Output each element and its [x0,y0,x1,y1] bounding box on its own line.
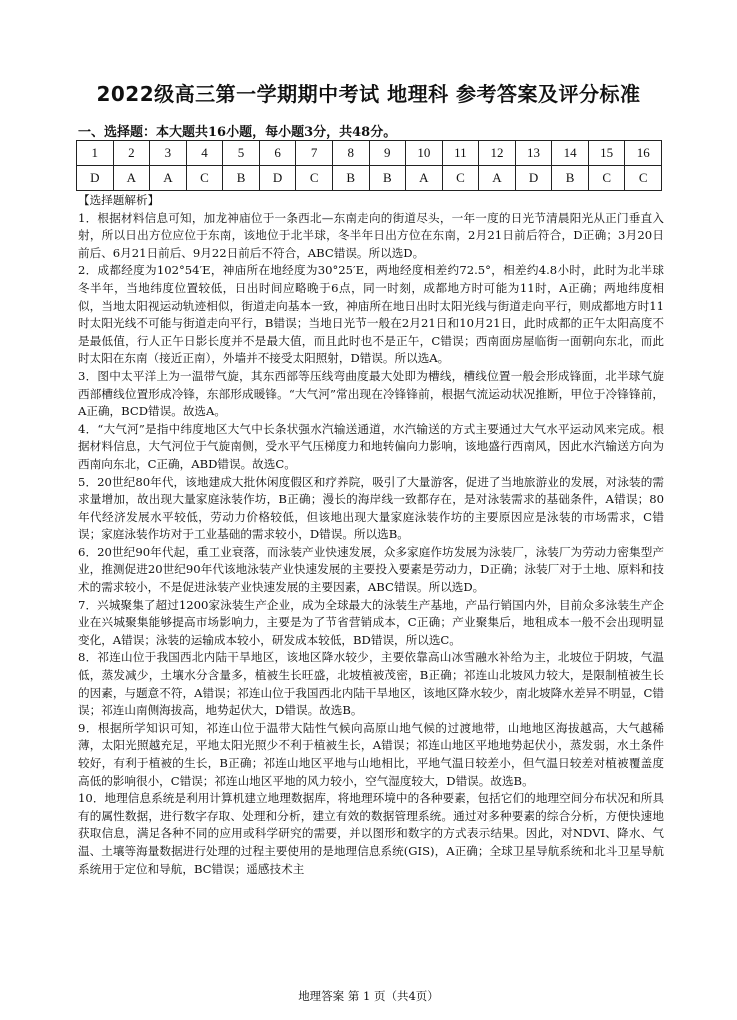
question-number: 13 [515,141,552,166]
answer-cell: C [186,166,223,191]
answer-cell: A [113,166,150,191]
answer-cell: B [552,166,589,191]
analysis-paragraph: 5．20世纪80年代，该地建成大批休闲度假区和疗养院，吸引了大量游客，促进了当地旅游业的发展，对泳装的需求量增加，故出现大量家庭泳装作坊，B正确；漫长的海岸线一致都存在，是对泳装需求的基础条件，A错误；80年代经济发展水平较低，劳动力价格较低，但该地出现大量家庭泳装作坊的主要原因应是泳装的市场需求，C错误；家庭泳装作坊对于工业基础的需求较小，D错误。所以选B。 [78,474,664,542]
answer-cell: A [479,166,516,191]
question-number: 1 [77,141,114,166]
answer-cell: C [442,166,479,191]
analysis-section [78,192,664,878]
analysis-paragraph: 8．祁连山位于我国西北内陆干旱地区，该地区降水较少，主要依靠高山冰雪融水补给为主，北坡位于阴坡，气温低，蒸发减少，土壤水分含量多，植被生长旺盛，北坡植被茂密，B正确；祁连山北坡风力较大，是限制植被生长的因素，与题意不符，A错误；祁连山位于我国西北内陆干旱地区，该地区降水较少，南北坡降水差异不明显，C错误；祁连山南侧海拔高，地势起伏大，D错误。故选B。 [78,650,664,718]
question-number: 5 [223,141,260,166]
answer-cell: B [332,166,369,191]
question-number: 10 [406,141,443,166]
page-footer: 地理答案 第 1 页（共4页） [298,989,439,1003]
question-number: 9 [369,141,406,166]
question-number: 3 [150,141,187,166]
answer-cell: D [259,166,296,191]
analysis-paragraph: 1．根据材料信息可知，加龙神庙位于一条西北—东南走向的街道尽头，一年一度的日光节清晨阳光从正门垂直入射，所以日出方位应位于东南，该地位于北半球，冬半年日出方位在东南，2月21日前后符合，D正确；3月20日前后、6月21日前后、9月22日前后不符合，ABC错误。所以选D。 [78,210,664,260]
answer-cell: A [150,166,187,191]
answer-cell: C [588,166,625,191]
analysis-label: 【选择题解析】 [78,193,160,207]
analysis-paragraph: 4．“大气河”是指中纬度地区大气中长条状强水汽输送通道，水汽输送的方式主要通过大气水平运动风来完成。根据材料信息，大气河位于气旋南侧，受水平气压梯度力和地转偏向力影响，该地盛行西南风，因此水汽输送方向为西南向东北，C正确，ABD错误。故选C。 [78,421,664,471]
question-number: 4 [186,141,223,166]
analysis-paragraph: 7．兴城聚集了超过1200家泳装生产企业，成为全球最大的泳装生产基地，产品行销国内外，目前众多泳装生产企业在兴城聚集能够提高市场影响力，主要是为了节省营销成本，C正确；产业聚集后，地租成本一般不会出现明显变化，A错误；泳装的运输成本较小，研发成本较低，BD错误，所以选C。 [78,597,664,647]
answer-row [77,166,662,191]
question-number: 12 [479,141,516,166]
analysis-paragraph: 10．地理信息系统是利用计算机建立地理数据库，将地理环境中的各种要素，包括它们的地理空间分布状况和所具有的属性数据，进行数字存取、处理和分析，建立有效的数据管理系统。通过对多种要素的综合分析，方便快速地获取信息，满足各种不同的应用或科学研究的需要，并以图形和数字的方式表示结果。因此，对NDVI、降水、气温、土壤等海量数据进行处理的过程主要使用的是地理信息系统(GIS)，A正确；全球卫星导航系统和北斗卫星导航系统用于定位和导航，BC错误；遥感技术主 [78,791,664,876]
analysis-paragraph: 9．根据所学知识可知，祁连山位于温带大陆性气候向高原山地气候的过渡地带，山地地区海拔越高，大气越稀薄，太阳光照越充足，平地太阳光照少不利于植被生长，A错误；祁连山地区平地地势起伏小，蒸发弱，水土条件较好，有利于植被的生长，B正确；祁连山地区平地与山地相比，平地气温日较差小，但气温日较差对植被覆盖度高低的影响很小，C错误；祁连山地区平地的风力较小，空气湿度较大，D错误。故选B。 [78,720,664,788]
answer-cell: C [296,166,333,191]
answer-cell: B [369,166,406,191]
question-number: 11 [442,141,479,166]
question-number-row [77,141,662,166]
analysis-paragraph: 6．20世纪90年代起，重工业衰落，而泳装产业快速发展，众多家庭作坊发展为泳装厂，泳装厂为劳动力密集型产业，推测促进20世纪90年代该地泳装产业快速发展的主要投入要素是劳动力，D正确；泳装厂对于土地、原料和技术的需求较小，不是促进泳装产业快速发展的主要因素，ABC错误。所以选D。 [78,544,664,595]
answer-table [76,140,662,191]
analysis-paragraph: 3．图中太平洋上为一温带气旋，其东西部等压线弯曲度最大处即为槽线，槽线位置一般会形成锋面，北半球气旋西部槽线位置形成冷锋，东部形成暖锋。“大气河”常出现在冷锋锋前，根据气流运动状况推断，甲位于冷锋锋前，A正确，BCD错误。故选A。 [78,368,664,419]
section-heading: 一、选择题：本大题共16小题，每小题3分，共48分。 [78,125,397,140]
answer-cell: B [223,166,260,191]
question-number: 15 [588,141,625,166]
question-number: 6 [259,141,296,166]
question-number: 2 [113,141,150,166]
question-number: 7 [296,141,333,166]
analysis-paragraph: 2．成都经度为102°54′E，神庙所在地经度为30°25′E，两地经度相差约72.5°，相差约4.8小时，此时为北半球冬半年，当地纬度位置较低，日出时间应略晚于6点，同一时刻，成都地方时可能为11时，A正确；两地纬度相似，当地太阳视运动轨迹相似，街道走向基本一致，神庙所在地日出时太阳光线与街道走向平行，则成都地方时11时太阳光线不可能与街道走向平行，B错误；当地日光节一般在2月21日和10月21日，此时成都的正午太阳高度不是最低值，行人正午日影长度并不是最大值，而且此时也不是正午，C错误；西南面房屋临街一面朝向东北，而此时太阳在东南（接近正南），外墙并不接受太阳照射，D错误。所以选A。 [78,263,664,366]
question-number: 8 [332,141,369,166]
answer-cell: C [625,166,662,191]
page-title: 2022级高三第一学期期中考试 地理科 参考答案及评分标准 [96,82,641,106]
question-number: 16 [625,141,662,166]
question-number: 14 [552,141,589,166]
answer-cell: A [406,166,443,191]
answer-cell: D [77,166,114,191]
answer-cell: D [515,166,552,191]
